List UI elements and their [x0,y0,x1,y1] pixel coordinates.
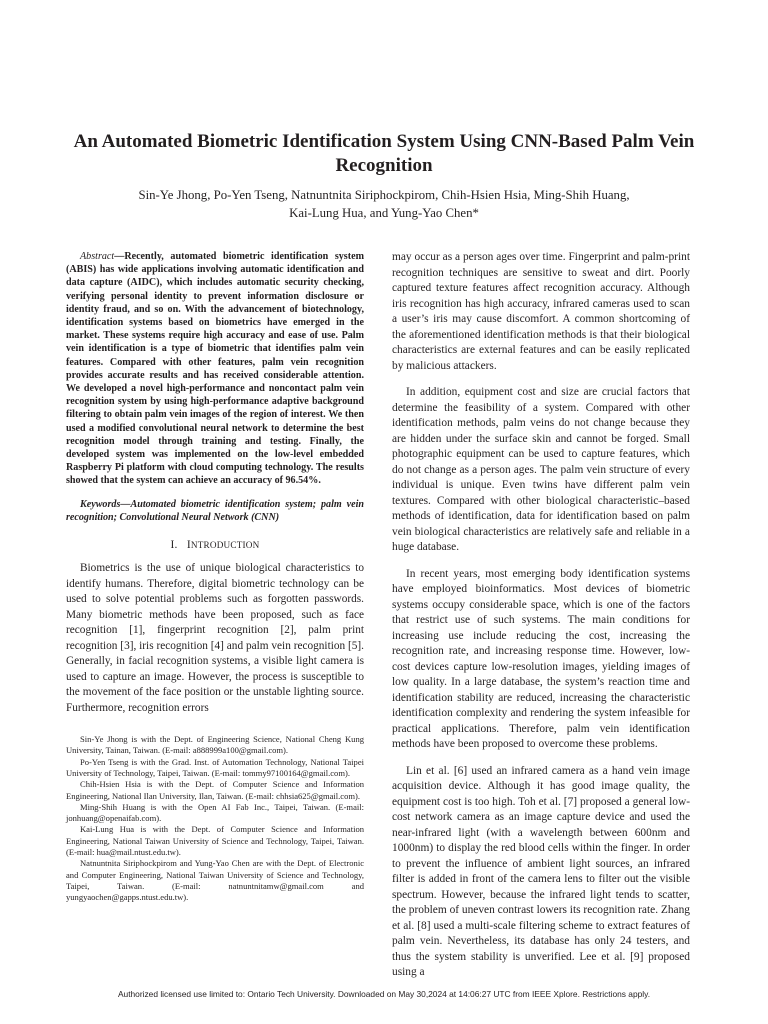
footnote: Natnuntnita Siriphockpirom and Yung-Yao Chen are with the Dept. of Electronic and Computer Engineering, National Taiwan University of Science and Technology, Taipei, Taiwan. (E-mail: natnuntnitamw@gmail.com and yungyaochen@gapps.ntust.edu.tw). [66,858,364,903]
keywords [66,498,364,524]
section-number: I. [170,539,178,552]
paper-title: An Automated Biometric Identification System Using CNN-Based Palm Vein Recognition [73,131,695,176]
footnote: Chih-Hsien Hsia is with the Dept. of Computer Science and Information Engineering, National Ilan University, Ilan, Taiwan. (E-mail: chhsia625@gmail.com). [66,779,364,801]
body-paragraph: Lin et al. [6] used an infrared camera as a hand vein image acquisition device. Although it has good image quality, the equipment cost is too high. Toh et al. [7] proposed a general low-cost network camera as an image capture device and used the near-infrared light (with a wavelength between 600nm and 1000nm) to display the red blood cells within the finger. In order to prevent the influence of ambient light sources, an infrared filter is added in front of the camera lens to filter out the visible spectrum. However, because the infrared light tends to scatter, the problem of uneven contrast lowers its recognition rate. Zhang et al. [8] used a multi-scale filtering scheme to extract features of palm vein. Nevertheless, its database has only 24 testers, and thus the system stability is unverified. Lee et al. [9] proposed using a [392,764,690,978]
body-paragraph: may occur as a person ages over time. Fingerprint and palm-print recognition techniques are sensitive to sweat and dirt. Poorly captured texture features affect recognition accuracy. Although iris recognition has high accuracy, infrared cameras used to scan a user’s iris may cause discomfort. A common shortcoming of the aforementioned identification methods is that their biological characteristics are external features and can be easily replicated by malicious attackers. [392,251,690,372]
author-line-1: Sin-Ye Jhong, Po-Yen Tseng, Natnuntnita Siriphockpirom, Chih-Hsien Hsia, Ming-Shih Huang, [138,188,630,202]
keywords-text: —Automated biometric identification system; palm vein recognition; Convolutional Neural Network (CNN) [66,498,364,523]
right-column [392,250,690,992]
section-title-initial: I [186,539,191,552]
section-heading-introduction [66,539,364,551]
left-column [66,250,364,904]
ieee-license-footer: Authorized licensed use limited to: Ontario Tech University. Downloaded on May 30,2024 at 14:06:27 UTC from IEEE Xplore. Restrictions apply. [117,989,651,999]
footnote: Kai-Lung Hua is with the Dept. of Computer Science and Information Engineering, National Taiwan University of Science and Technology, Taipei, Taiwan. (E-mail: hua@mail.ntust.edu.tw). [66,824,364,858]
section-title-rest: NTRODUCTION [190,540,260,551]
footnote: Sin-Ye Jhong is with the Dept. of Engineering Science, National Cheng Kung University, Tainan, Taiwan. (E-mail: a888999a100@gmail.com). [66,734,364,756]
footnote: Po-Yen Tseng is with the Grad. Inst. of Automation Technology, National Taipei University of Technology, Taipei, Taiwan. (E-mail: tommy97100164@gmail.com). [66,756,364,778]
author-line-2: Kai-Lung Hua, and Yung-Yao Chen* [289,206,479,220]
abstract-label: Abstract [80,251,115,262]
author-footnotes [66,734,364,903]
author-list [60,186,708,222]
body-paragraph: In recent years, most emerging body identification systems have employed bioinformatics. Most devices of biometric systems occupy considerable space, which is one of the factors that restrict use of such systems. The main conditions for increasing use include reducing the cost, increasing the recognition rate, and increasing response time. However, low-cost devices capture low-resolution images, yielding images of low quality. In a large database, the system’s reaction time and identification stability are reduced, increasing the characteristic identification complexity and rendering the system infeasible for practical applications. Therefore, palm vein identification methods have been proposed to overcome these problems. [392,567,690,750]
abstract-text: Recently, automated biometric identification system (ABIS) has wide applications involving automatic identification and data capture (AIDC), which includes automatic security checking, verifying personal identity to prevent information disclosure or identity fraud, and so on. With the advancement of biotechnology, identification systems based on biometrics have emerged in the market. These systems require high accuracy and ease of use. Palm vein identification is a type of biometric that identifies palm vein features. Compared with other features, palm vein recognition provides accurate results and has received considerable attention. We developed a novel high-performance and noncontact palm vein recognition system by using high-performance adaptive background filtering to obtain palm vein images of the region of interest. We then used a modified convolutional neural network to determine the best recognition model through training and testing. Finally, the developed system was implemented on the low-level embedded Raspberry Pi platform with cloud computing technology. The results showed that the system can achieve an accuracy of 96.54%. [66,251,364,487]
body-paragraph: In addition, equipment cost and size are crucial factors that determine the feasibility of a system. Compared with other identification methods, palm veins do not change because they are hidden under the surface skin and cannot be forged. Small photographic equipment can be used to capture features, which do not change as a person ages. The palm vein structure of every individual is unique. Even twins have different palm vein textures. Compared with other biological characteristic–based methods of identification, data for identification based on palm vein biological characteristics are relatively safe and reliable in a huge database. [392,386,690,553]
footnote: Ming-Shih Huang is with the Open AI Fab Inc., Taipei, Taiwan. (E-mail: jonhuang@openaifab.com). [66,801,364,824]
abstract-dash: — [114,251,125,262]
intro-paragraph: Biometrics is the use of unique biological characteristics to identify humans. Therefore, digital biometric technology can be used to solve potential problems such as forgotten passwords. Many biometric methods have been proposed, such as face recognition [1], fingerprint recognition [2], palm print recognition [3], iris recognition [4] and palm vein recognition [5]. Generally, in facial recognition systems, a visible light camera is used to capture an image. However, the process is susceptible to the movement of the face position or the unstable lighting source. Furthermore, recognition errors [66,562,364,714]
keywords-label: Keywords [80,498,121,510]
abstract [66,250,364,488]
